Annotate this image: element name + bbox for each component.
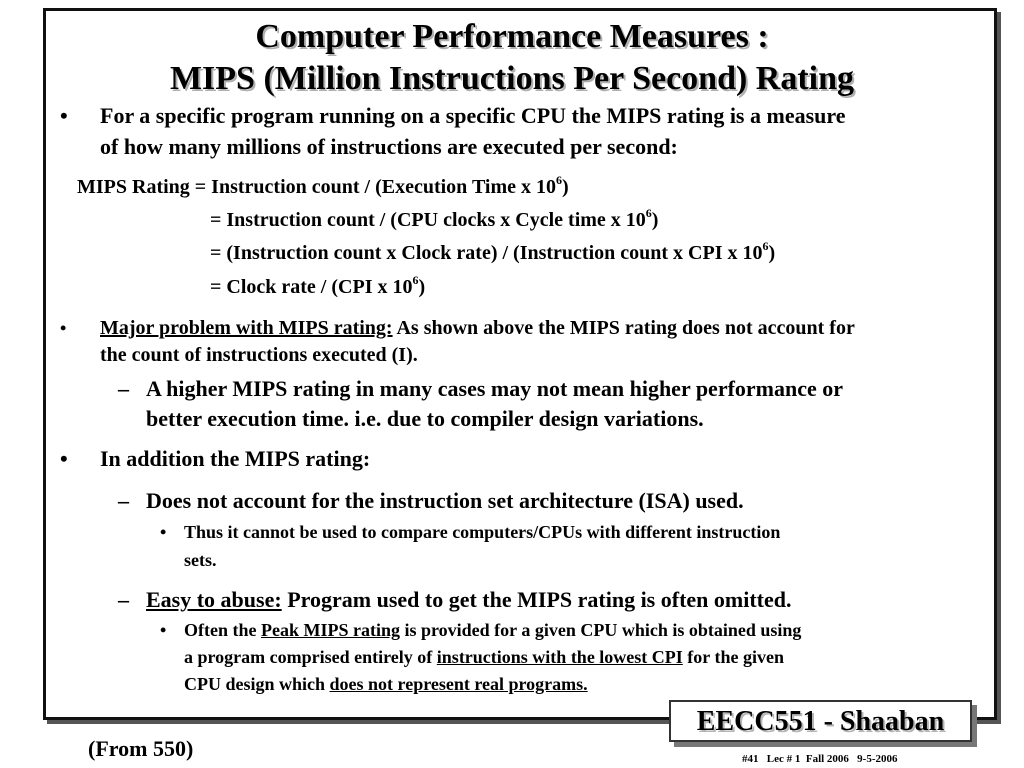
major-problem-label: Major problem with MIPS rating:	[100, 317, 393, 339]
formula-line1: MIPS Rating = Instruction count / (Execution Time x $10^6$)	[77, 173, 569, 198]
slide-info: #41 Lec # 1 Fall 2006 9-5-2006	[742, 753, 898, 765]
slide-title-line2: MIPS (Million Instructions Per Second) Rating	[169, 60, 855, 97]
isa-line: Does not account for the instruction set architecture (ISA) used.	[146, 488, 744, 513]
major-problem-line2: the count of instructions executed (I).	[100, 344, 418, 366]
dash-icon: –	[118, 376, 129, 401]
formula-line2: = Instruction count / (CPU clocks x Cycle time x $10^6$)	[210, 206, 659, 231]
peak-mips-term: Peak MIPS rating	[260, 620, 400, 640]
easy-abuse-line: Easy to abuse: Program used to get the MIPS rating is often omitted.	[146, 587, 792, 612]
formula-line3: = (Instruction count x Clock rate) / (Instruction count x CPI x $10^6$)	[210, 239, 776, 264]
dash-icon: –	[118, 587, 129, 612]
bullet-icon: •	[60, 318, 67, 338]
formula-line4: = Clock rate / (CPI x $10^6$)	[210, 273, 426, 298]
lowest-cpi-term: instructions with the lowest CPI	[436, 647, 683, 667]
isa-sub-line1: Thus it cannot be used to compare computers/CPUs with different instruction	[184, 522, 781, 542]
intro-line1: For a specific program running on a specific CPU the MIPS rating is a measure	[100, 103, 846, 128]
bullet-icon: •	[60, 103, 68, 128]
not-real-programs-term: does not represent real programs.	[329, 674, 588, 694]
slide-title-line1: Computer Performance Measures :	[255, 18, 769, 55]
addition-heading: In addition the MIPS rating:	[100, 446, 371, 471]
higher-mips-line2: better execution time. i.e. due to compiler design variations.	[146, 406, 704, 431]
bullet-icon: •	[160, 620, 167, 640]
peak-mips-line3: CPU design which does not represent real programs.	[184, 674, 588, 694]
bullet-icon: •	[160, 522, 167, 542]
from-note: (From 550)	[88, 736, 194, 761]
peak-mips-line1: Often the Peak MIPS rating is provided for a given CPU which is obtained using	[184, 620, 802, 640]
course-badge: EECC551 - Shaaban	[669, 700, 972, 742]
intro-line2: of how many millions of instructions are executed per second:	[100, 134, 678, 159]
easy-abuse-label: Easy to abuse:	[146, 587, 282, 612]
bullet-icon: •	[60, 446, 68, 471]
isa-sub-line2: sets.	[184, 550, 217, 570]
peak-mips-line2: a program comprised entirely of instructions with the lowest CPI for the given	[184, 647, 784, 667]
major-problem-line1: Major problem with MIPS rating: As shown above the MIPS rating does not account for	[100, 317, 855, 339]
higher-mips-line1: A higher MIPS rating in many cases may not mean higher performance or	[146, 376, 844, 401]
dash-icon: –	[118, 488, 129, 513]
